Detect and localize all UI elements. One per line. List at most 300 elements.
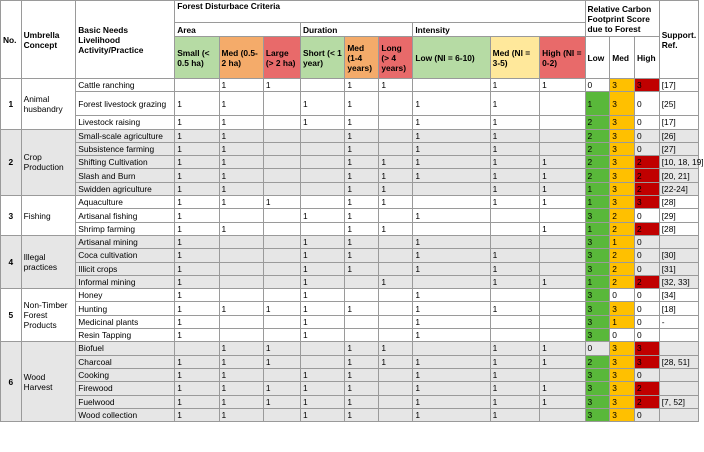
criteria-cell [413,196,490,209]
criteria-cell: 1 [413,382,490,395]
criteria-cell: 1 [263,342,300,355]
criteria-cell [300,182,344,195]
criteria-cell [490,289,539,302]
score-cell: 0 [634,235,659,248]
criteria-cell [540,116,585,129]
score-cell: 2 [610,209,635,222]
criteria-cell [490,315,539,328]
score-cell: 0 [634,302,659,315]
criteria-cell: 1 [175,116,219,129]
criteria-cell: 1 [413,408,490,421]
criteria-cell: 1 [263,355,300,368]
criteria-cell [263,156,300,169]
criteria-cell [263,329,300,342]
table-row [1,116,699,129]
criteria-cell [379,368,413,381]
score-cell: 3 [634,342,659,355]
criteria-cell: 1 [219,142,263,155]
header-intensity-high: High (NI = 0-2) [540,37,585,79]
activity-cell: Swidden agriculture [76,182,175,195]
criteria-cell: 1 [490,382,539,395]
criteria-cell: 1 [300,368,344,381]
table-row [1,355,699,368]
criteria-cell: 1 [490,129,539,142]
activity-cell: Shifting Cultivation [76,156,175,169]
activity-cell: Illicit crops [76,262,175,275]
criteria-cell [263,368,300,381]
criteria-cell: 1 [219,355,263,368]
score-cell: 3 [585,368,610,381]
criteria-cell: 1 [219,169,263,182]
group-number: 6 [1,342,22,422]
criteria-cell [490,222,539,235]
criteria-cell [413,222,490,235]
score-cell: 1 [610,235,635,248]
score-cell: 3 [610,302,635,315]
criteria-cell: 1 [263,196,300,209]
score-cell: 2 [585,142,610,155]
criteria-cell [379,209,413,222]
criteria-cell: 1 [345,368,379,381]
criteria-cell: 1 [540,169,585,182]
score-cell: 0 [610,329,635,342]
criteria-cell [345,275,379,288]
score-cell: 0 [634,329,659,342]
score-cell: 1 [585,275,610,288]
criteria-cell [263,235,300,248]
criteria-cell: 1 [379,342,413,355]
table-row [1,408,699,421]
criteria-cell: 1 [175,182,219,195]
table-row [1,169,699,182]
criteria-cell: 1 [219,382,263,395]
group-number: 3 [1,196,22,236]
activity-cell: Shrimp farming [76,222,175,235]
activity-cell: Cattle ranching [76,79,175,92]
criteria-cell [300,169,344,182]
criteria-cell: 1 [175,142,219,155]
criteria-cell: 1 [175,156,219,169]
criteria-cell: 1 [345,222,379,235]
score-cell: 2 [610,249,635,262]
score-cell: 0 [634,289,659,302]
criteria-cell: 1 [300,302,344,315]
criteria-cell: 1 [413,209,490,222]
reference-cell [659,235,698,248]
criteria-cell: 1 [490,302,539,315]
reference-cell: [29] [659,209,698,222]
criteria-cell: 1 [490,156,539,169]
criteria-cell: 1 [345,302,379,315]
criteria-cell: 1 [490,169,539,182]
criteria-cell: 1 [219,92,263,116]
score-cell: 3 [585,315,610,328]
table-row [1,315,699,328]
activity-cell: Medicinal plants [76,315,175,328]
reference-cell: [28, 51] [659,355,698,368]
score-cell: 3 [610,92,635,116]
activity-cell: Fuelwood [76,395,175,408]
reference-cell: [7, 52] [659,395,698,408]
criteria-cell: 1 [379,79,413,92]
group-number: 2 [1,129,22,195]
reference-cell: [26] [659,129,698,142]
score-cell: 3 [634,196,659,209]
criteria-cell: 1 [219,342,263,355]
criteria-cell: 1 [413,289,490,302]
header-area-large: Large (> 2 ha) [263,37,300,79]
table-row [1,209,699,222]
criteria-cell: 1 [219,156,263,169]
criteria-cell [263,289,300,302]
score-cell: 3 [585,408,610,421]
activity-cell: Charcoal [76,355,175,368]
criteria-cell: 1 [300,395,344,408]
reference-cell: [28] [659,222,698,235]
criteria-cell [540,262,585,275]
umbrella-concept: Wood Harvest [21,342,76,422]
table-row [1,395,699,408]
group-number: 4 [1,235,22,288]
header-score-high: High [634,37,659,79]
criteria-cell: 1 [345,209,379,222]
criteria-cell: 1 [379,355,413,368]
table-row [1,196,699,209]
score-cell: 3 [610,129,635,142]
reference-cell: [17] [659,79,698,92]
criteria-cell: 1 [345,249,379,262]
criteria-cell: 1 [490,116,539,129]
criteria-cell: 1 [219,368,263,381]
score-cell: 0 [634,116,659,129]
header-forest-disturbance-criteria: Forest Disturbace Criteria [175,1,585,23]
criteria-cell [345,315,379,328]
criteria-cell: 1 [219,116,263,129]
criteria-cell: 1 [379,222,413,235]
score-cell: 3 [585,249,610,262]
activity-cell: Aquaculture [76,196,175,209]
table-row [1,342,699,355]
criteria-cell: 1 [300,315,344,328]
criteria-cell [379,235,413,248]
criteria-cell [219,329,263,342]
criteria-cell [300,129,344,142]
criteria-cell: 1 [490,408,539,421]
criteria-cell [300,79,344,92]
criteria-cell: 1 [413,235,490,248]
score-cell: 0 [585,79,610,92]
criteria-cell [540,235,585,248]
criteria-cell [219,209,263,222]
score-cell: 2 [610,262,635,275]
table-row [1,329,699,342]
criteria-cell [345,329,379,342]
criteria-cell: 1 [345,142,379,155]
criteria-cell: 1 [490,249,539,262]
criteria-cell [540,289,585,302]
score-cell: 3 [585,395,610,408]
activity-cell: Small-scale agriculture [76,129,175,142]
header-duration-short: Short (< 1 year) [300,37,344,79]
criteria-cell: 1 [300,262,344,275]
criteria-cell: 1 [219,408,263,421]
score-cell: 1 [585,196,610,209]
table-row [1,262,699,275]
criteria-cell [379,329,413,342]
score-cell: 3 [634,79,659,92]
umbrella-concept: Non-Timber Forest Products [21,289,76,342]
criteria-cell [263,249,300,262]
table-row [1,79,699,92]
activity-cell: Artisanal mining [76,235,175,248]
reference-cell: [31] [659,262,698,275]
criteria-cell [219,262,263,275]
criteria-cell: 1 [540,196,585,209]
criteria-cell [300,222,344,235]
header-no: No. [1,1,22,79]
criteria-cell [379,262,413,275]
criteria-cell [413,342,490,355]
criteria-cell [413,79,490,92]
criteria-cell: 1 [413,262,490,275]
activity-cell: Subsistence farming [76,142,175,155]
criteria-cell: 1 [413,329,490,342]
activity-cell: Biofuel [76,342,175,355]
criteria-cell: 1 [413,355,490,368]
header-activity: Basic Needs Livelihood Activity/Practice [76,1,175,79]
criteria-cell [379,92,413,116]
criteria-cell [540,249,585,262]
score-cell: 1 [610,315,635,328]
score-cell: 3 [585,262,610,275]
criteria-cell [540,92,585,116]
criteria-cell: 1 [263,79,300,92]
criteria-cell [219,315,263,328]
reference-cell [659,408,698,421]
criteria-cell: 1 [413,368,490,381]
score-cell: 0 [634,368,659,381]
header-umbrella-concept: Umbrella Concept [21,1,76,79]
score-cell: 0 [634,92,659,116]
table-row [1,235,699,248]
reference-cell: [32, 33] [659,275,698,288]
criteria-cell [490,235,539,248]
score-cell: 2 [634,182,659,195]
reference-cell [659,342,698,355]
score-cell: 3 [610,382,635,395]
table-row [1,222,699,235]
header-duration-long: Long (> 4 years) [379,37,413,79]
criteria-cell [379,302,413,315]
score-cell: 3 [610,169,635,182]
header-score-med: Med [610,37,635,79]
criteria-cell: 1 [490,79,539,92]
reference-cell [659,368,698,381]
criteria-cell: 1 [263,395,300,408]
criteria-cell [379,116,413,129]
criteria-cell [263,262,300,275]
table-row [1,275,699,288]
criteria-cell [263,408,300,421]
score-cell: 0 [634,262,659,275]
table-row [1,368,699,381]
criteria-cell [263,116,300,129]
criteria-cell: 1 [490,142,539,155]
criteria-cell [263,275,300,288]
criteria-cell: 1 [219,182,263,195]
criteria-cell: 1 [379,169,413,182]
activity-cell: Resin Tapping [76,329,175,342]
score-cell: 3 [585,235,610,248]
activity-cell: Forest livestock grazing [76,92,175,116]
score-cell: 0 [634,129,659,142]
criteria-cell [263,169,300,182]
criteria-cell: 1 [175,209,219,222]
score-cell: 3 [585,329,610,342]
criteria-cell: 1 [175,249,219,262]
reference-cell: [10, 18, 19] [659,156,698,169]
score-cell: 3 [610,142,635,155]
score-cell: 0 [634,249,659,262]
criteria-cell: 1 [175,395,219,408]
criteria-cell [413,182,490,195]
score-cell: 2 [634,156,659,169]
reference-cell: [34] [659,289,698,302]
header-intensity: Intensity [413,23,585,37]
criteria-cell [219,249,263,262]
criteria-cell: 1 [175,275,219,288]
umbrella-concept: Crop Production [21,129,76,195]
criteria-cell [540,368,585,381]
criteria-cell [263,222,300,235]
criteria-cell: 1 [300,209,344,222]
criteria-cell: 1 [219,196,263,209]
criteria-cell: 1 [175,408,219,421]
criteria-cell: 1 [219,129,263,142]
criteria-cell: 1 [300,289,344,302]
criteria-cell [379,129,413,142]
criteria-cell: 1 [219,395,263,408]
criteria-cell [540,129,585,142]
criteria-cell [300,342,344,355]
umbrella-concept: Illegal practices [21,235,76,288]
criteria-cell: 1 [345,355,379,368]
criteria-cell: 1 [345,395,379,408]
criteria-cell: 1 [413,169,490,182]
score-cell: 3 [585,382,610,395]
criteria-cell: 1 [345,182,379,195]
group-number: 1 [1,79,22,130]
score-cell: 2 [585,156,610,169]
header-intensity-low: Low (NI = 6-10) [413,37,490,79]
table-row [1,382,699,395]
criteria-cell: 1 [175,289,219,302]
score-cell: 0 [610,289,635,302]
score-cell: 0 [585,342,610,355]
activity-cell: Coca cultivation [76,249,175,262]
activity-cell: Artisanal fishing [76,209,175,222]
table-row [1,302,699,315]
criteria-cell: 1 [175,262,219,275]
reference-cell: [18] [659,302,698,315]
criteria-cell: 1 [540,382,585,395]
criteria-cell: 1 [175,92,219,116]
activity-cell: Firewood [76,382,175,395]
score-cell: 2 [634,222,659,235]
reference-cell: [28] [659,196,698,209]
activity-cell: Cooking [76,368,175,381]
criteria-cell [219,289,263,302]
score-cell: 2 [634,275,659,288]
criteria-cell: 1 [413,302,490,315]
reference-cell: [27] [659,142,698,155]
criteria-cell: 1 [540,79,585,92]
criteria-cell: 1 [490,355,539,368]
criteria-cell [263,209,300,222]
reference-cell: [17] [659,116,698,129]
criteria-cell [379,289,413,302]
score-cell: 3 [585,289,610,302]
criteria-cell: 1 [490,182,539,195]
score-cell: 3 [610,368,635,381]
score-cell: 2 [610,222,635,235]
criteria-cell: 1 [345,342,379,355]
criteria-cell: 1 [540,182,585,195]
header-duration: Duration [300,23,412,37]
criteria-cell: 1 [219,79,263,92]
table-row [1,142,699,155]
criteria-cell: 1 [413,129,490,142]
criteria-cell: 1 [413,395,490,408]
activity-cell: Livestock raising [76,116,175,129]
criteria-cell [540,408,585,421]
criteria-cell: 1 [345,169,379,182]
criteria-cell: 1 [175,235,219,248]
criteria-cell: 1 [345,156,379,169]
header-area-med: Med (0.5-2 ha) [219,37,263,79]
criteria-cell [413,275,490,288]
criteria-cell: 1 [175,196,219,209]
criteria-cell: 1 [490,92,539,116]
criteria-cell [219,235,263,248]
criteria-cell: 1 [175,129,219,142]
score-cell: 1 [585,182,610,195]
header-duration-med: Med (1-4 years) [345,37,379,79]
score-cell: 3 [610,116,635,129]
table-row [1,92,699,116]
criteria-cell: 1 [345,129,379,142]
criteria-cell: 1 [413,156,490,169]
criteria-cell: 1 [379,275,413,288]
score-cell: 0 [634,209,659,222]
reference-cell: [30] [659,249,698,262]
criteria-cell: 1 [413,142,490,155]
score-cell: 3 [610,355,635,368]
criteria-cell [263,315,300,328]
header-area-small: Small (< 0.5 ha) [175,37,219,79]
criteria-cell [379,142,413,155]
criteria-cell [379,395,413,408]
score-cell: 3 [585,209,610,222]
criteria-cell: 1 [300,275,344,288]
criteria-cell [175,79,219,92]
criteria-cell: 1 [490,342,539,355]
criteria-cell [300,156,344,169]
table-row [1,129,699,142]
criteria-cell: 1 [175,368,219,381]
criteria-cell: 1 [345,79,379,92]
table-row [1,182,699,195]
